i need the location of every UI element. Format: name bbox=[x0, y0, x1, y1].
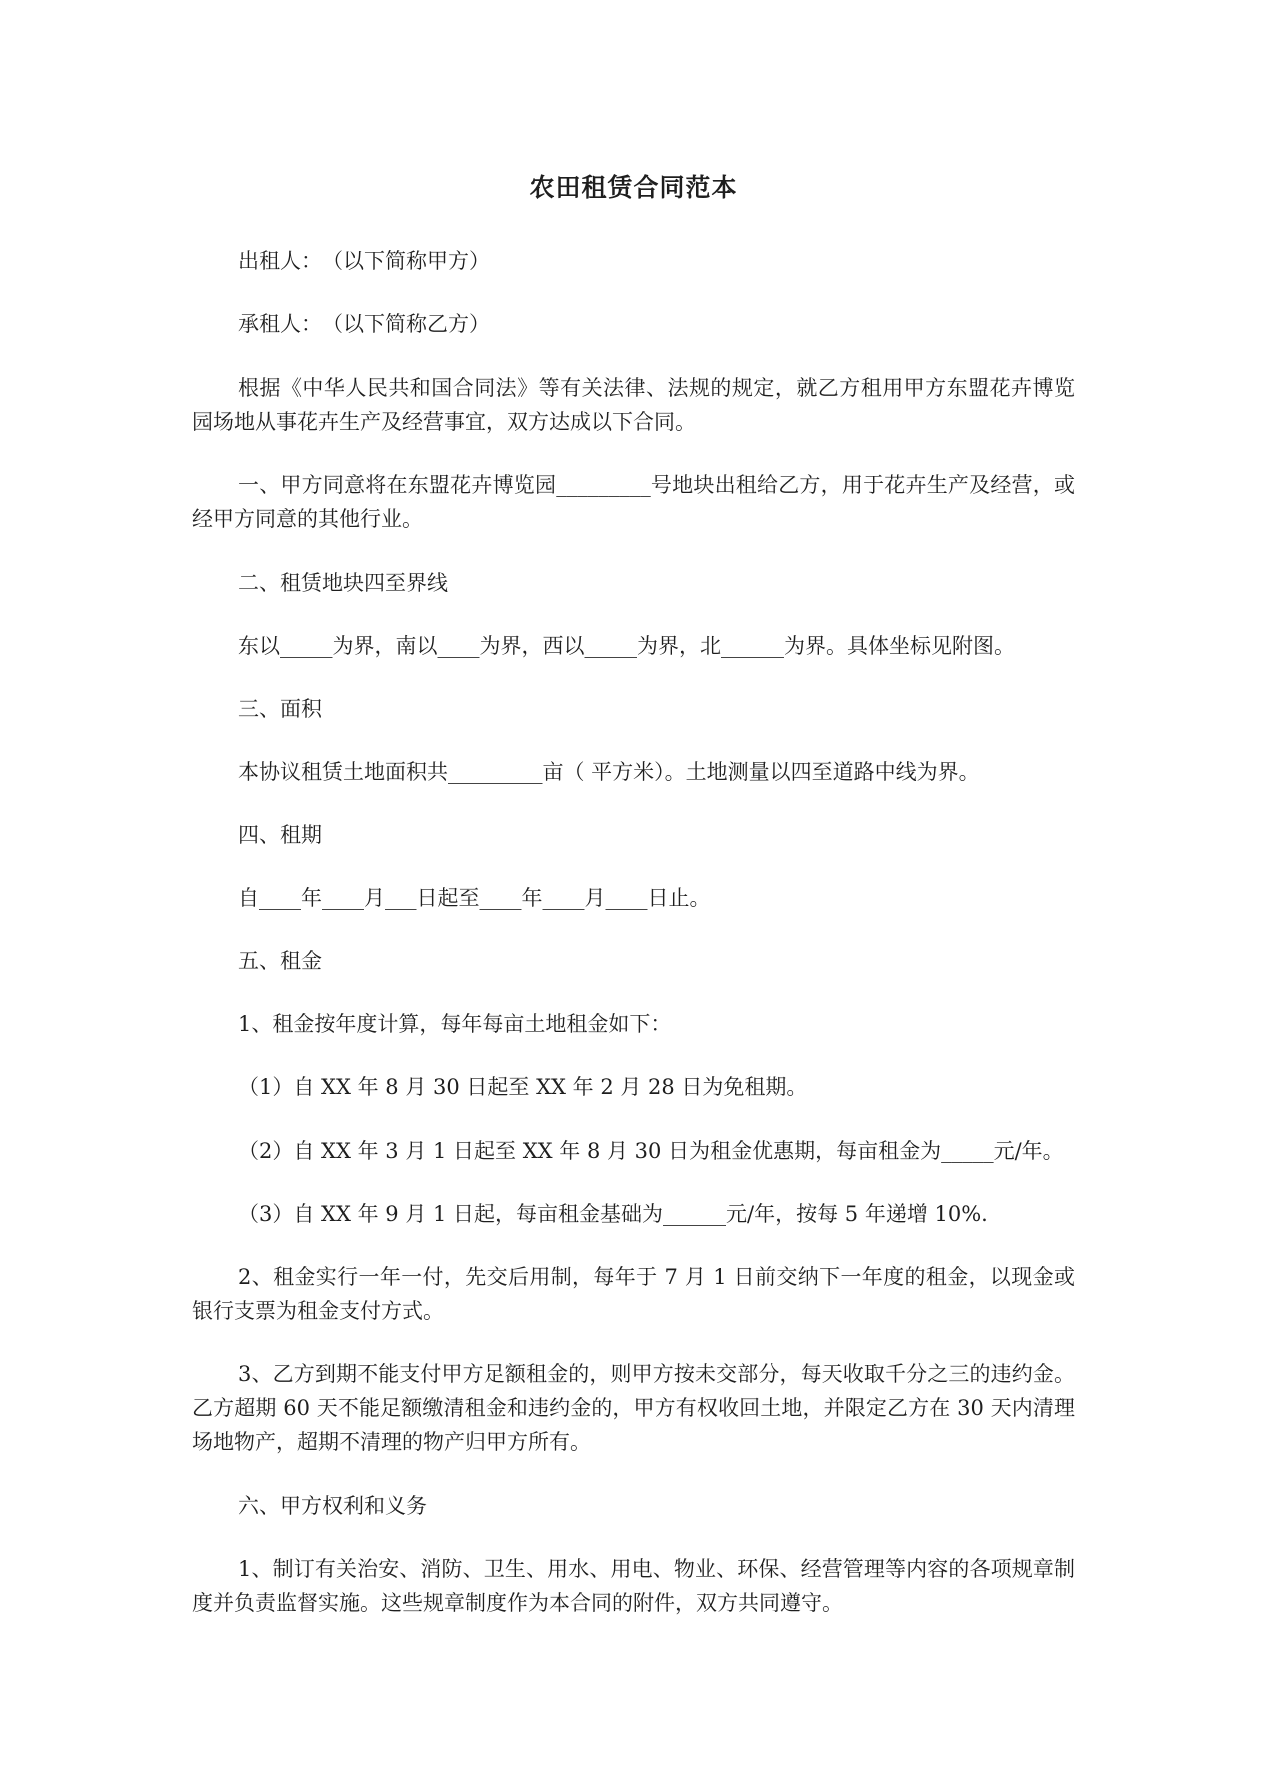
lessor-line: 出租人： （以下简称甲方） bbox=[238, 249, 490, 273]
rent-subitem-1: （1）自 XX 年 8 月 30 日起至 XX 年 2 月 28 日为免租期。 bbox=[238, 1075, 808, 1099]
document-title: 农田租赁合同范本 bbox=[529, 173, 738, 202]
section-6-heading: 六、甲方权利和义务 bbox=[238, 1494, 427, 1518]
lessor-duty-1: 1、制订有关治安、消防、卫生、用水、用电、物业、环保、经营管理等内容的各项规章制度并负责监督实施。这些规章制度作为本合同的附件，双方共同遵守。 bbox=[192, 1557, 1075, 1615]
section-5-heading: 五、租金 bbox=[238, 949, 322, 973]
preamble-paragraph: 根据《中华人民共和国合同法》等有关法律、法规的规定，就乙方租用甲方东盟花卉博览园场地从事花卉生产及经营事宜，双方达成以下合同。 bbox=[192, 376, 1075, 434]
rent-subitem-2: （2）自 XX 年 3 月 1 日起至 XX 年 8 月 30 日为租金优惠期，每亩租金为_____元/年。 bbox=[238, 1139, 1064, 1163]
rent-item-1: 1、租金按年度计算，每年每亩土地租金如下： bbox=[238, 1012, 672, 1036]
rent-item-3: 3、乙方到期不能支付甲方足额租金的，则甲方按未交部分，每天收取千分之三的违约金。乙方超期 60 天不能足额缴清租金和违约金的，甲方有权收回土地，并限定乙方在 30 天内清理场地物产，超期不清理的物产归甲方所有。 bbox=[192, 1362, 1075, 1454]
lease-term-line: 自____年____月___日起至____年____月____日止。 bbox=[238, 886, 711, 910]
section-3-heading: 三、面积 bbox=[238, 697, 322, 721]
area-line: 本协议租赁土地面积共_________亩（ 平方米）。土地测量以四至道路中线为界。 bbox=[238, 760, 980, 784]
section-4-heading: 四、租期 bbox=[238, 823, 322, 847]
section-2-heading: 二、租赁地块四至界线 bbox=[238, 571, 448, 595]
lessee-line: 承租人： （以下简称乙方） bbox=[238, 312, 490, 336]
boundaries-line: 东以_____为界，南以____为界，西以_____为界，北______为界。具体坐标见附图。 bbox=[238, 634, 1015, 658]
rent-item-2: 2、租金实行一年一付，先交后用制，每年于 7 月 1 日前交纳下一年度的租金，以现金或银行支票为租金支付方式。 bbox=[192, 1265, 1075, 1323]
rent-subitem-3: （3）自 XX 年 9 月 1 日起，每亩租金基础为______元/年，按每 5 年递增 10%. bbox=[238, 1202, 988, 1226]
clause-1-paragraph: 一、甲方同意将在东盟花卉博览园_________号地块出租给乙方，用于花卉生产及经营，或经甲方同意的其他行业。 bbox=[192, 473, 1075, 531]
